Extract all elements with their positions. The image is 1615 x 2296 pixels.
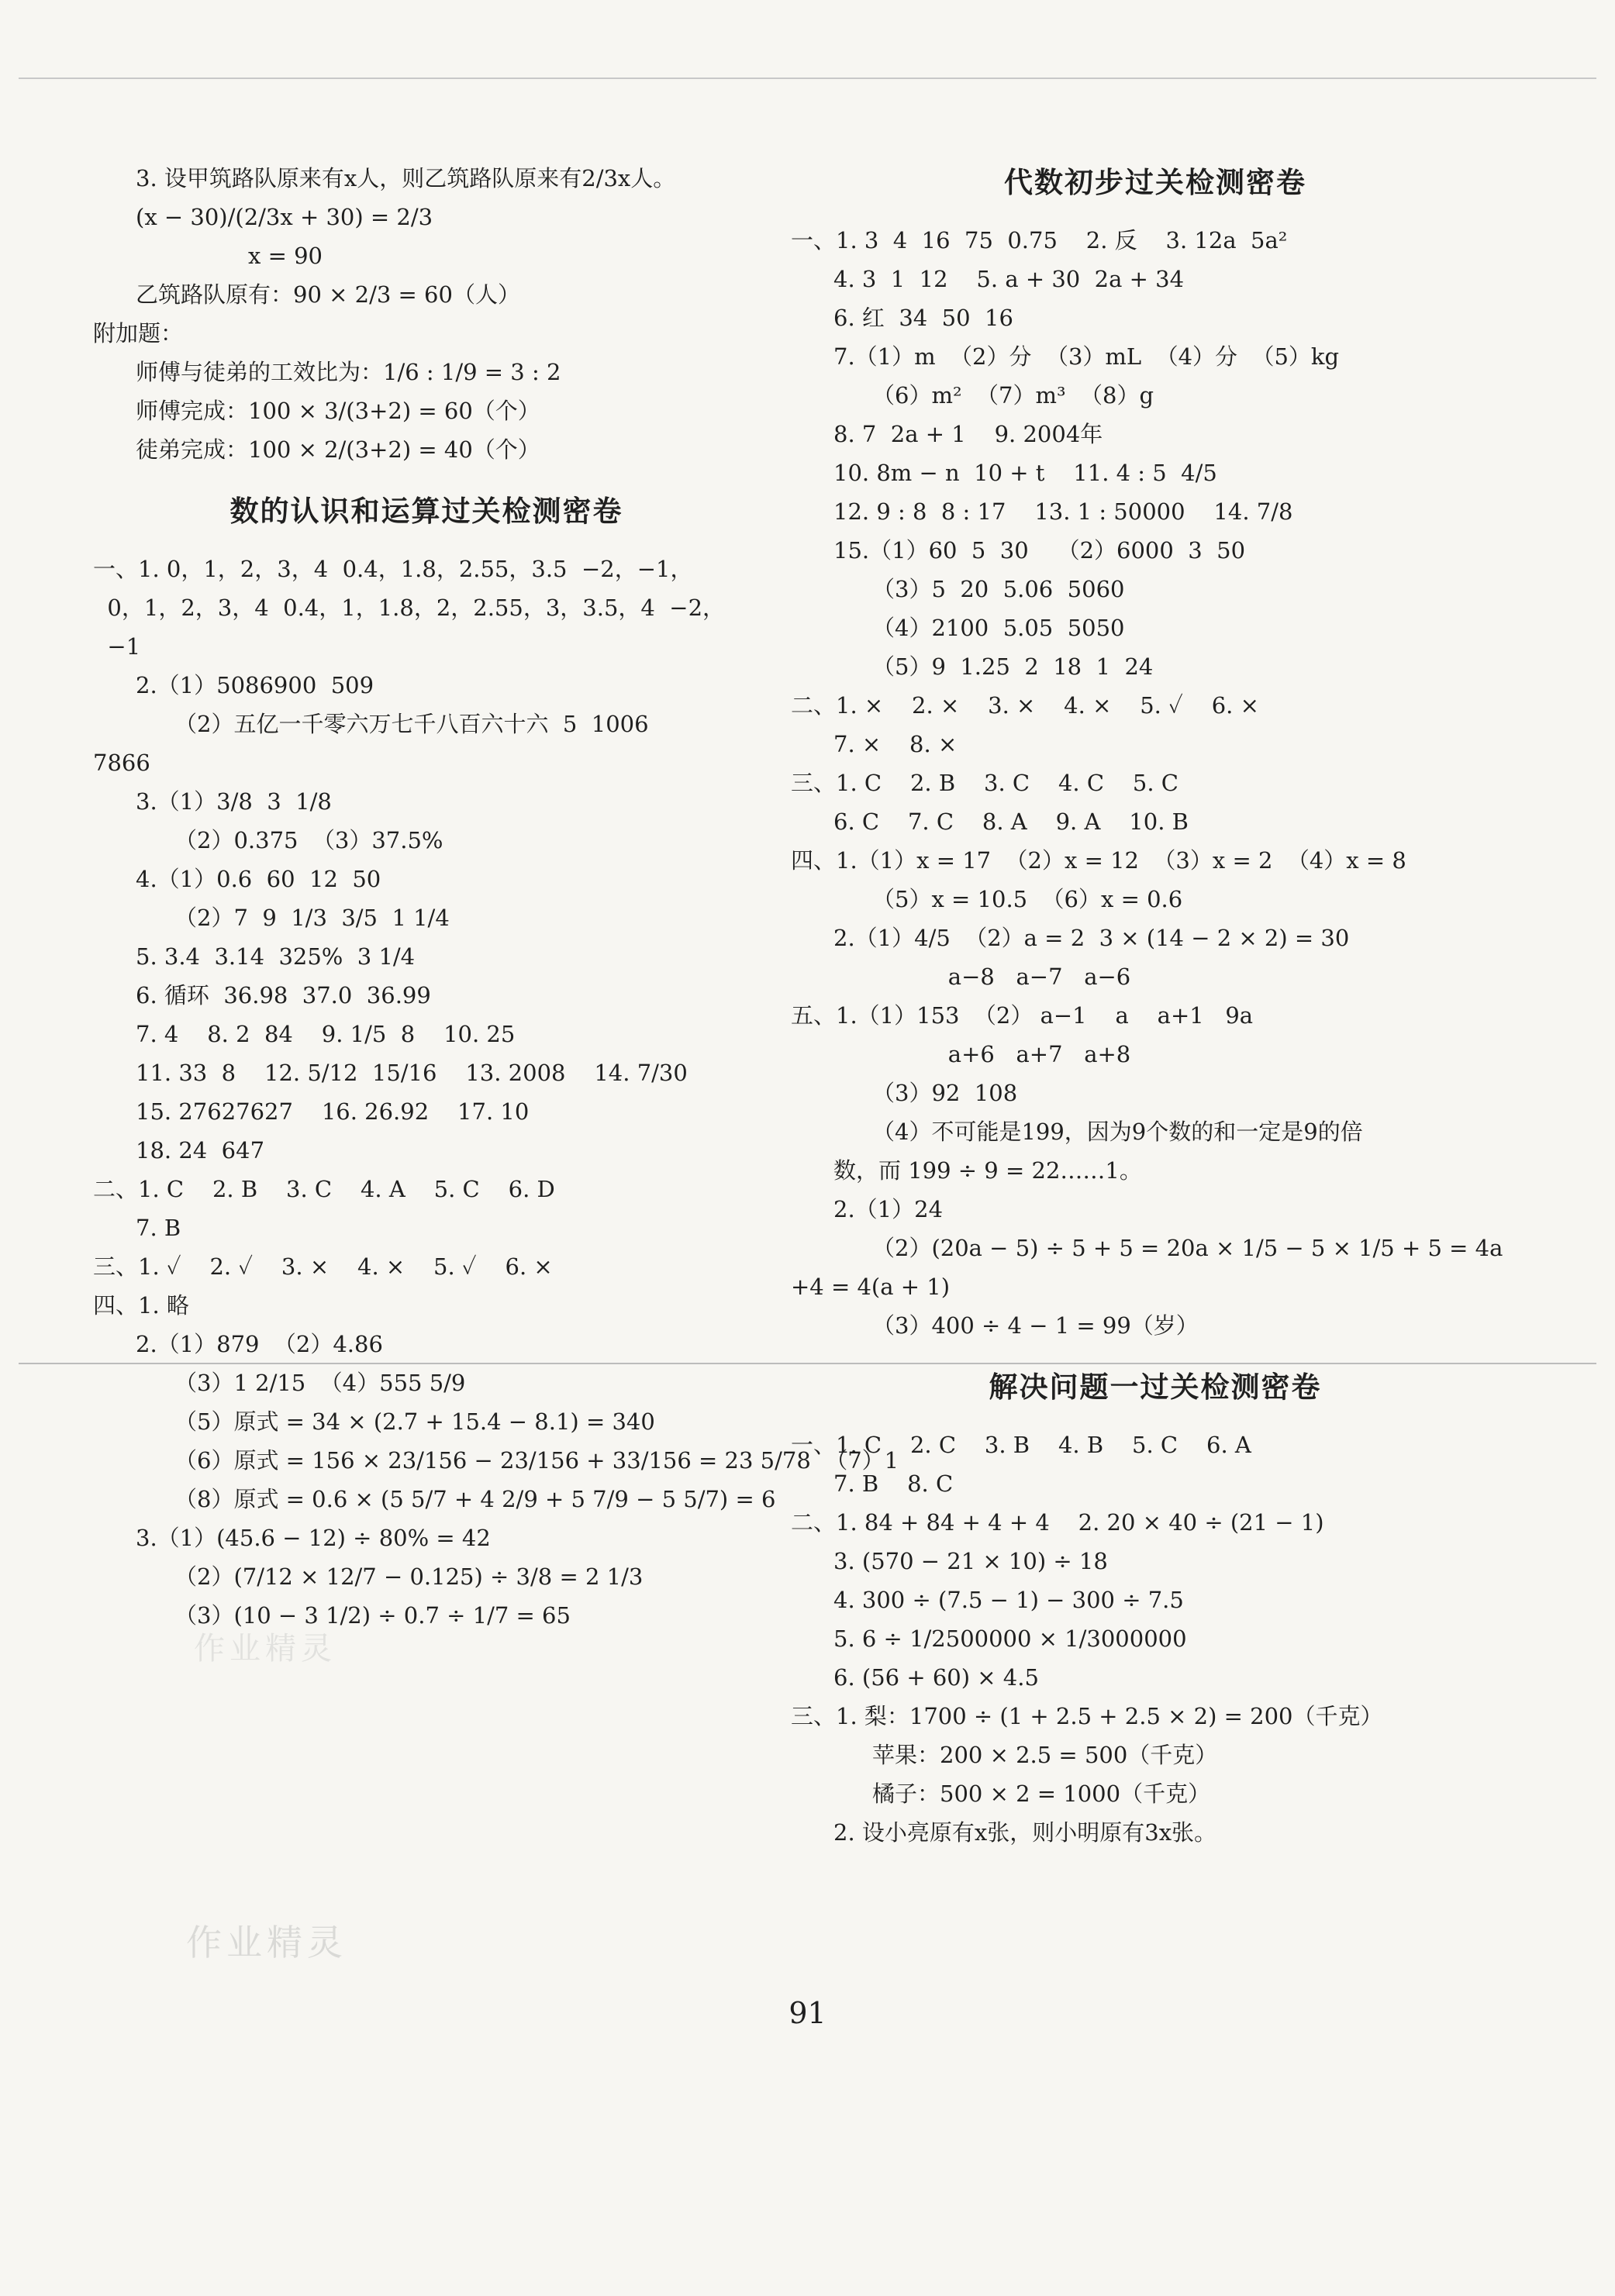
answer-line: （2）7 9 1/3 3/5 1 1/4 [174,905,450,931]
answer-line: 5. 6 ÷ 1/2500000 × 1/3000000 [833,1625,1187,1652]
section-title-problem-solving: 解决问题一过关检测密卷 [989,1370,1322,1404]
answer-line: x = 90 [248,243,323,269]
answer-line: 6. (56 + 60) × 4.5 [833,1664,1039,1691]
answer-line: −1 [93,633,141,660]
answer-line: 6. 红 34 50 16 [833,305,1013,331]
answer-line: 附加题： [93,320,184,346]
answer-line: （3）1 2/15 （4）555 5/9 [174,1370,466,1396]
answer-line: a−8 a−7 a−6 [791,964,1131,990]
answer-line: 15. 27627627 16. 26.92 17. 10 [136,1098,530,1125]
answer-line: 苹果：200 × 2.5 = 500（千克） [872,1742,1218,1768]
answer-line: （5）原式 = 34 × (2.7 + 15.4 − 8.1) = 340 [174,1408,655,1435]
answer-line: （8）原式 = 0.6 × (5 5/7 + 4 2/9 + 5 7/9 − 5 5/7) = 6 [174,1486,776,1512]
section-title-algebra: 代数初步过关检测密卷 [1004,166,1306,199]
answer-line: 7. × 8. × [833,731,958,757]
answer-line: 橘子：500 × 2 = 1000（千克） [872,1781,1211,1807]
answer-line: 7866 [93,750,150,776]
answer-line: a+6 a+7 a+8 [791,1041,1131,1067]
watermark-text: 作业精灵 [194,1631,336,1667]
answer-line: 四、1.（1）x = 17 （2）x = 12 （3）x = 2 （4）x = 8 [791,847,1406,874]
answer-line: （3）400 ÷ 4 − 1 = 99（岁） [872,1312,1199,1339]
page-number: 91 [789,1996,826,2030]
answer-line: 二、1. × 2. × 3. × 4. × 5. ✓ 6. × [791,692,1259,719]
answer-line: （3）5 20 5.06 5060 [872,576,1125,602]
answer-line: 8. 7 2a + 1 9. 2004年 [833,421,1103,447]
answer-line: （5）x = 10.5 （6）x = 0.6 [872,886,1183,912]
answer-line: 7. B [136,1215,181,1241]
left-top-answers [93,159,760,469]
answer-line: 15.（1）60 5 30 （2）6000 3 50 [833,537,1246,564]
answer-line: 6. 循环 36.98 37.0 36.99 [136,982,431,1008]
answer-line: 11. 33 8 12. 5/12 15/16 13. 2008 14. 7/30 [136,1060,688,1086]
answer-line: 12. 9 : 8 8 : 17 13. 1 : 50000 14. 7/8 [833,498,1293,525]
answer-line: 3. (570 − 21 × 10) ÷ 18 [833,1548,1108,1574]
answer-line: （3）(10 − 3 1/2) ÷ 0.7 ÷ 1/7 = 65 [174,1602,571,1629]
answer-line: (x − 30)/(2/3x + 30) = 2/3 [136,204,433,230]
answer-line: 三、1. 梨：1700 ÷ (1 + 2.5 + 2.5 × 2) = 200（千克） [791,1703,1383,1729]
answer-line: 2.（1）4/5 （2）a = 2 3 × (14 − 2 × 2) = 30 [833,925,1350,951]
answer-line: 3. 设甲筑路队原来有x人，则乙筑路队原来有2/3x人。 [136,165,676,191]
answer-line: 一、1. 0，1，2，3，4 0.4，1.8，2.55，3.5 −2，−1， [93,556,693,582]
answer-line: +4 = 4(a + 1) [791,1274,951,1300]
answer-line: 18. 24 647 [136,1137,265,1164]
answer-line: 师傅与徒弟的工效比为：1/6 : 1/9 = 3 : 2 [136,359,561,385]
answer-line: 一、1. C 2. C 3. B 4. B 5. C 6. A [791,1432,1251,1458]
answer-line: 数，而 199 ÷ 9 = 22……1。 [833,1157,1142,1184]
answer-line: （2）五亿一千零六万七千八百六十六 5 1006 [174,711,649,737]
answer-line: 7. 4 8. 2 84 9. 1/5 8 10. 25 [136,1021,516,1047]
answer-line: 三、1. C 2. B 3. C 4. C 5. C [791,770,1178,796]
answer-line: 徒弟完成：100 × 2/(3+2) = 40（个） [136,436,540,463]
answer-line: （4）不可能是199，因为9个数的和一定是9的倍 [872,1119,1363,1145]
answer-line: （6）原式 = 156 × 23/156 − 23/156 + 33/156 = 23 5/78 （7）1 [174,1447,899,1474]
section-problem-solving [791,1426,1520,1852]
answer-line: 10. 8m − n 10 + t 11. 4 : 5 4/5 [833,460,1217,486]
answer-line: 乙筑路队原有：90 × 2/3 = 60（人） [136,281,520,308]
answer-line: 3.（1）(45.6 − 12) ÷ 80% = 42 [136,1525,491,1551]
answer-line: 4.（1）0.6 60 12 50 [136,866,381,892]
answer-line: 7. B 8. C [833,1470,954,1497]
watermark-text-lower: 作业精灵 [186,1922,347,1963]
answer-line: （2）(7/12 × 12/7 − 0.125) ÷ 3/8 = 2 1/3 [174,1563,644,1590]
answer-line: （4）2100 5.05 5050 [872,615,1125,641]
answer-line: 三、1. ✓ 2. ✓ 3. × 4. × 5. ✓ 6. × [93,1253,553,1280]
answer-line: （2）0.375 （3）37.5% [174,827,443,853]
answer-line: 7.（1）m （2）分 （3）mL （4）分 （5）kg [833,343,1340,370]
answer-line: 5. 3.4 3.14 325% 3 1/4 [136,943,416,970]
answer-line: 2.（1）879 （2）4.86 [136,1331,383,1357]
answer-line: 四、1. 略 [93,1292,189,1319]
top-rule [19,78,1596,79]
answer-line: 4. 3 1 12 5. a + 30 2a + 34 [833,266,1185,292]
section-algebra [791,221,1520,1345]
answer-line: 2.（1）5086900 509 [136,672,374,698]
answer-line: 2. 设小亮原有x张，则小明原有3x张。 [833,1819,1217,1846]
answer-line: （3）92 108 [872,1080,1018,1106]
answer-line: （2）(20a − 5) ÷ 5 + 5 = 20a × 1/5 − 5 × 1/5 + 5 = 4a [872,1235,1503,1261]
answer-line: （6）m² （7）m³ （8）g [872,382,1154,409]
answer-line: （5）9 1.25 2 18 1 24 [872,653,1154,680]
answer-line: 二、1. C 2. B 3. C 4. A 5. C 6. D [93,1176,555,1202]
answer-line: 0，1，2，3，4 0.4，1，1.8，2，2.55，3，3.5，4 −2， [93,595,726,621]
answer-line: 一、1. 3 4 16 75 0.75 2. 反 3. 12a 5a² [791,227,1288,253]
answer-line: 4. 300 ÷ (7.5 − 1) − 300 ÷ 7.5 [833,1587,1184,1613]
answer-line: 3.（1）3/8 3 1/8 [136,788,332,815]
section-title-number-operations: 数的认识和运算过关检测密卷 [229,495,623,528]
answer-line: 二、1. 84 + 84 + 4 + 4 2. 20 × 40 ÷ (21 − 1) [791,1509,1324,1536]
right-column [791,159,1520,1852]
answer-line: 五、1.（1）153 （2） a−1 a a+1 9a [791,1002,1254,1029]
answer-line: 6. C 7. C 8. A 9. A 10. B [833,808,1189,835]
answer-line: 师傅完成：100 × 3/(3+2) = 60（个） [136,398,540,424]
answer-line: 2.（1）24 [833,1196,944,1222]
